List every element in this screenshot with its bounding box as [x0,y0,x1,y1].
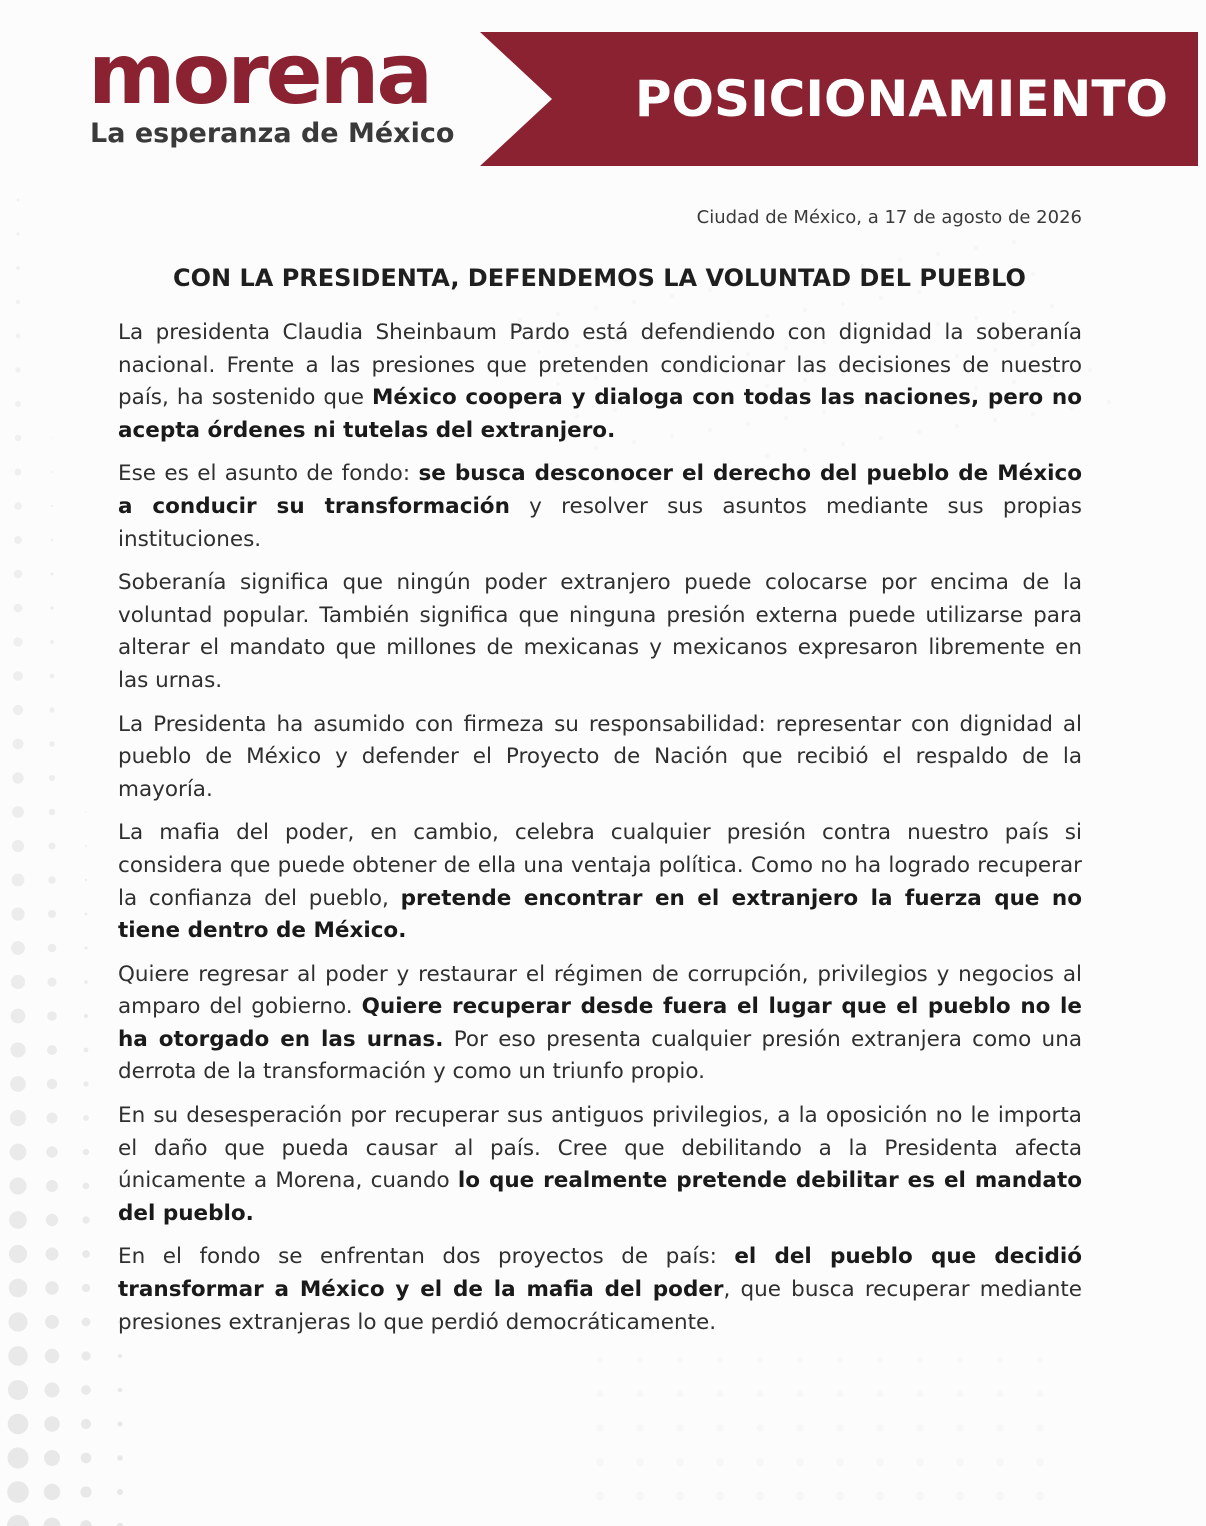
halftone-dot [879,296,883,300]
halftone-dot [757,1357,763,1363]
halftone-dot [1037,1357,1043,1363]
halftone-dot [81,1385,91,1395]
bold-text: se busca desconocer el derecho del pueblo de México a conducir su transformación [118,461,1082,519]
halftone-dot [17,199,20,202]
halftone-dot [677,1391,684,1398]
halftone-dot [50,572,53,575]
halftone-dot [45,1315,59,1329]
halftone-dot [44,1450,60,1466]
halftone-dot [10,1110,26,1126]
body-paragraph [118,1241,1082,1339]
body-paragraph [118,817,1082,947]
paragraph-text: La mafia del poder, en cambio, celebra cualquier presión contra nuestro país si considera que puede obtener de ella una ventaja política. Como no ha logrado recuperar la confianza del pueblo, [118,820,1082,911]
halftone-dot [84,1014,88,1018]
halftone-dot [1035,1491,1044,1500]
halftone-dot [13,739,24,750]
halftone-dot [46,1180,58,1192]
halftone-dot [755,1491,764,1500]
halftone-dot [11,907,24,920]
halftone-dot [83,1081,88,1086]
halftone-dot [13,705,23,715]
halftone-dot [795,1491,804,1500]
bold-text: el del pueblo que decidió transformar a México y el de la mafia del poder [118,1244,1082,1303]
banner-title: POSICIONAMIENTO [634,70,1168,128]
halftone-dot [836,1424,844,1432]
halftone-dot [16,232,19,235]
halftone-dot [49,775,55,781]
halftone-dot [676,1424,684,1432]
halftone-dot [15,469,22,476]
halftone-dot [717,1391,724,1398]
halftone-dot [837,1391,844,1398]
halftone-dot [632,300,636,304]
halftone-dot [81,1453,92,1464]
halftone-dot [12,874,25,887]
halftone-dot [9,1279,28,1298]
paragraph-text: Ese es el asunto de fondo: [118,461,419,487]
bold-text: lo que realmente pretende debilitar es el mandato del pueblo. [118,1168,1082,1226]
halftone-dot [956,1424,964,1432]
halftone-dot [15,435,21,441]
halftone-dot [876,1458,884,1466]
paragraph-text: Por eso presenta cualquier presión extranjera como una derrota de la transformación y como un triunfo propio. [118,1026,1082,1085]
halftone-dot [85,879,87,881]
halftone-dot [10,1076,26,1092]
halftone-dot [756,1458,764,1466]
halftone-dot [9,1211,27,1229]
halftone-dot [8,1414,29,1435]
body-paragraph [118,458,1082,556]
halftone-dot [757,1391,764,1398]
halftone-dot [14,604,23,613]
halftone-dot [635,1491,644,1500]
halftone-dot [1036,1424,1044,1432]
halftone-dot [7,1481,29,1503]
halftone-dot [50,606,54,610]
halftone-dot [1050,304,1054,308]
halftone-dot [49,741,55,747]
halftone-dot [715,1491,724,1500]
halftone-dot [16,300,20,304]
halftone-dot [13,671,23,681]
halftone-dot [47,1045,57,1055]
paragraph-text: y resolver sus asuntos mediante sus propias instituciones. [118,493,1083,552]
halftone-dot [1037,1391,1044,1398]
halftone-dot [670,294,674,298]
halftone-dot [797,1357,803,1363]
halftone-dot [7,1515,29,1526]
halftone-dot [556,312,560,316]
halftone-dot [51,437,52,438]
halftone-dot [14,502,21,509]
halftone-dot [10,1144,27,1161]
halftone-dot [117,1455,122,1460]
paragraph-text: Soberanía significa que ningún poder extranjero puede colocarse por encima de la voluntad popular. También significa que ninguna presión externa puede utilizarse para alterar el mandato que millones de mexicanas y mexicanos expresaron libremente en las urnas. [118,570,1082,693]
halftone-dot [45,1383,60,1398]
document-body [118,317,1082,1350]
halftone-dot [118,1422,123,1427]
halftone-dot [997,1391,1004,1398]
halftone-dot [1088,368,1092,372]
halftone-dot [46,1214,58,1226]
halftone-dot [44,1484,60,1500]
halftone-dot [7,1447,28,1468]
halftone-dot [877,1391,884,1398]
halftone-dot [81,1351,90,1360]
body-paragraph [118,709,1082,807]
halftone-dot [677,1357,683,1363]
halftone-dot [841,302,845,306]
halftone-dot [717,1357,723,1363]
halftone-dot [47,1011,57,1021]
halftone-dot [46,1248,59,1261]
halftone-dot [898,258,902,262]
halftone-dot [84,946,87,949]
paragraph-text: La presidenta Claudia Sheinbaum Pardo está defendiendo con dignidad la soberanía nacional. Frente a las presiones que pretenden condicionar las decisiones de nuestro país, ha sostenido que [118,320,1082,411]
halftone-dot [803,308,807,312]
halftone-dot [835,1491,844,1500]
halftone-dot [9,1245,27,1263]
halftone-dot [118,1388,123,1393]
bold-text: pretende encontrar en el extranjero la fuerza que no tiene dentro de México. [118,885,1082,944]
halftone-dot [50,640,54,644]
halftone-dot [9,1177,26,1194]
halftone-dot [637,1391,644,1398]
halftone-dot [11,1009,26,1024]
paragraph-text: La Presidenta ha asumido con firmeza su responsabilidad: representar con dignidad al pueblo de México y defender el Proyecto de Nación que recibió el respaldo de la mayoría. [118,711,1082,802]
halftone-dot [957,1391,964,1398]
halftone-dot [876,1424,884,1432]
halftone-dot [84,980,88,984]
paragraph-text: , que busca recuperar mediante presiones extranjeras lo que perdió democráticamente. [118,1277,1082,1335]
halftone-dot [974,246,978,250]
halftone-dot [48,944,57,953]
halftone-dot [48,842,55,849]
halftone-dot [636,1424,644,1432]
halftone-dot [597,1357,603,1363]
halftone-dot [1012,310,1016,314]
document-date: Ciudad de México, a 17 de agosto de 2026 [696,207,1082,228]
halftone-dot [1107,400,1111,404]
halftone-dot [796,1424,804,1432]
halftone-dot [8,1380,28,1400]
halftone-dot [49,809,56,816]
halftone-dot [15,401,21,407]
halftone-dot [80,1486,91,1497]
halftone-dot [996,1424,1004,1432]
halftone-dot [837,1357,843,1363]
halftone-dot [81,1419,91,1429]
halftone-dot [997,1357,1003,1363]
halftone-dot [597,1391,604,1398]
halftone-dot [85,845,87,847]
halftone-dot [45,1349,59,1363]
halftone-dot [915,1491,924,1500]
halftone-dot [44,1518,61,1526]
halftone-dot [48,910,56,918]
halftone-dot [15,367,20,372]
halftone-dot [50,674,55,679]
halftone-dot [118,1354,122,1358]
paragraph-text: En el fondo se enfrentan dos proyectos de país: [118,1244,735,1270]
halftone-dot [877,1357,883,1363]
logo-tagline: La esperanza de México [90,118,455,149]
halftone-dot [46,1146,57,1157]
halftone-dot [11,941,25,955]
halftone-dot [16,334,21,339]
halftone-dot [51,471,53,473]
paragraph-text: En su desesperación por recuperar sus antiguos privilegios, a la oposición no le importa el daño que pueda causar al país. Cree que debilitando a la Presidenta afecta únicamente a Morena, cuando [118,1103,1082,1194]
halftone-dot [796,1458,804,1466]
halftone-dot [12,806,24,818]
body-paragraph [118,959,1082,1089]
halftone-dot [84,1048,89,1053]
halftone-dot [117,1489,123,1495]
halftone-dot [716,1424,724,1432]
halftone-dot [82,1284,90,1292]
halftone-dot [1012,240,1016,244]
halftone-dot [83,1115,89,1121]
header-banner [480,32,1198,166]
halftone-dot [12,840,24,852]
halftone-dot [80,1520,92,1526]
body-paragraph [118,1100,1082,1230]
halftone-dot [716,1458,724,1466]
halftone-dot [47,1113,58,1124]
halftone-dot [82,1216,89,1223]
halftone-dot [916,1424,924,1432]
halftone-dot [85,913,88,916]
halftone-dot [8,1312,27,1331]
halftone-dot [916,1458,924,1466]
halftone-dot [637,1357,643,1363]
halftone-dot [917,1391,924,1398]
halftone-dot [45,1281,58,1294]
halftone-dot [756,1424,764,1432]
halftone-dot [14,536,22,544]
halftone-dot [51,505,53,507]
halftone-dot [875,1491,884,1500]
halftone-dot [82,1318,91,1327]
halftone-dot [797,1391,804,1398]
body-paragraph [118,567,1082,697]
halftone-dot [596,1458,604,1466]
halftone-dot [11,975,25,989]
halftone-dot [996,1458,1004,1466]
halftone-dot [49,707,54,712]
halftone-dot [47,1079,58,1090]
halftone-dot [956,1458,964,1466]
bold-text: Quiere recuperar desde fuera el lugar que el pueblo no le ha otorgado en las urnas. [118,994,1082,1052]
body-paragraph [118,317,1082,447]
halftone-dot [10,1042,25,1057]
halftone-dot [14,570,22,578]
halftone-dot [675,1491,684,1500]
halftone-dot [16,266,20,270]
halftone-dot [8,1346,28,1366]
halftone-dot [595,1491,604,1500]
halftone-dot [676,1458,684,1466]
halftone-dot [596,1424,604,1432]
halftone-dot [836,1458,844,1466]
halftone-dot [85,811,86,812]
halftone-dot [13,637,22,646]
halftone-dot [47,977,56,986]
halftone-dot [957,1357,963,1363]
halftone-dot [636,1458,644,1466]
bold-text: México coopera y dialoga con todas las naciones, pero no acepta órdenes ni tutelas del extranjero. [118,385,1082,443]
halftone-dot [82,1250,90,1258]
halftone-dot [12,772,23,783]
halftone-dot [83,1149,89,1155]
morena-logo [88,25,468,162]
halftone-dot [51,539,54,542]
halftone-dot [48,876,56,884]
halftone-dot [44,1416,59,1431]
halftone-dot [995,1491,1004,1500]
logo-wordmark: morena [88,25,431,123]
halftone-dot [83,1183,90,1190]
halftone-dot [936,252,940,256]
halftone-dot [594,306,598,310]
halftone-dot [955,1491,964,1500]
halftone-dot [1036,1458,1044,1466]
document-title: CON LA PRESIDENTA, DEFENDEMOS LA VOLUNTAD DEL PUEBLO [173,264,1026,292]
paragraph-text: Quiere regresar al poder y restaurar el régimen de corrupción, privilegios y negocios al amparo del gobierno. [118,961,1082,1020]
halftone-dot [917,1357,923,1363]
